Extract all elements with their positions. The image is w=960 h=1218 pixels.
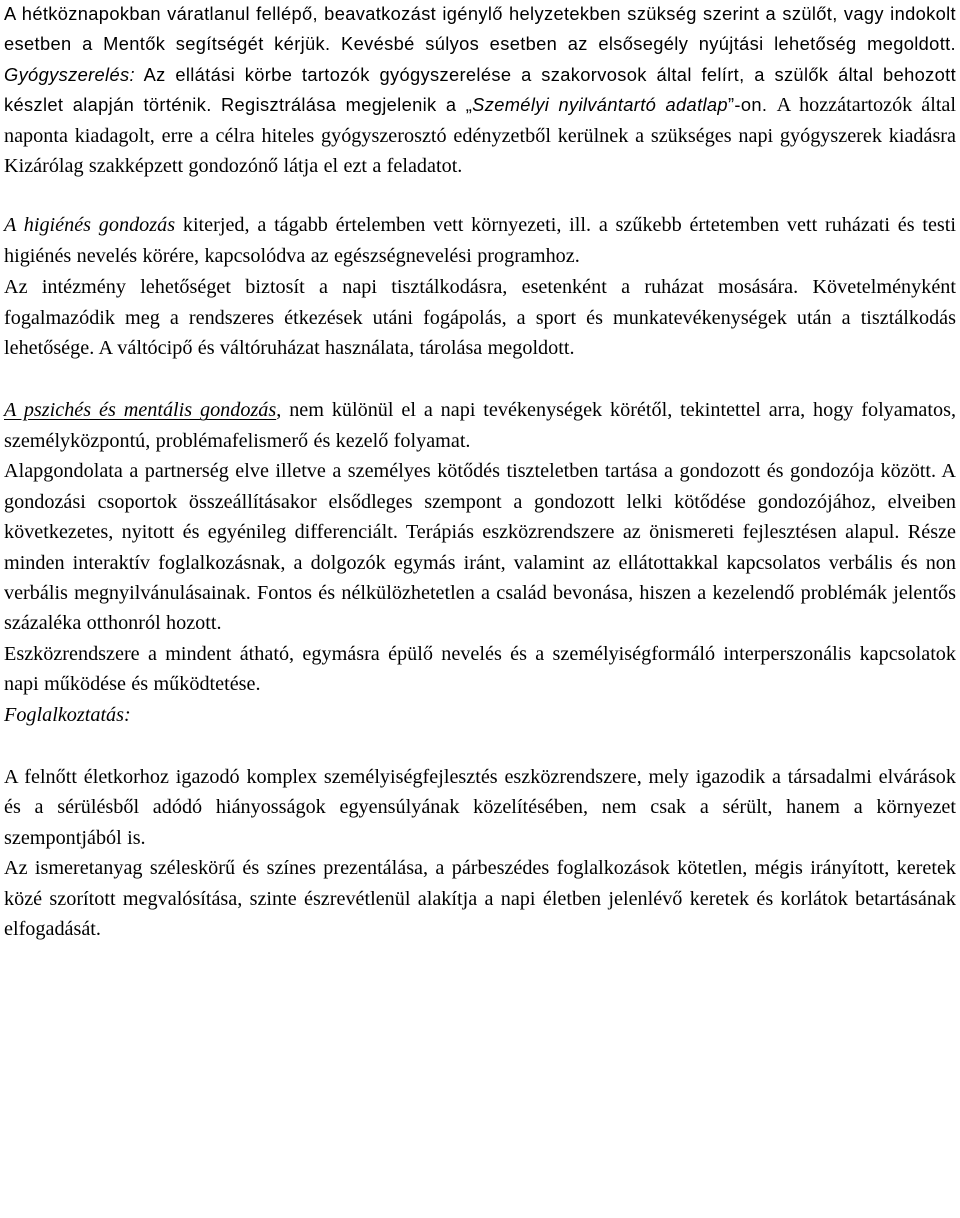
hygiene-text: kiterjed, a tágabb értelemben vett környezeti, ill. a szűkebb értetemben vett ruházati és testi higiénés nevelés körére, kapcsolódva az egészségnevelési programhoz. xyxy=(4,214,956,267)
record-sheet-title: Személyi nyilvántartó adatlap xyxy=(472,94,728,116)
paragraph-mental-care xyxy=(4,395,956,456)
knowledge-text: Az ismeretanyag széleskörű és színes prezentálása, a párbeszédes foglalkozások kötetlen, mégis irányított, keretek közé szorított megvalósítása, szinte észrevétlenül alakítja a napi életben jelenlévő keretek és korlátok betartásának elfogadását. xyxy=(4,857,956,940)
paragraph-tools xyxy=(4,639,956,700)
dispensing-text: A hozzátartozók által naponta kiadagolt, erre a célra hiteles gyógyszerosztó edényzetből kerülnek a szükséges napi gyógyszerek kiadásra Kizárólag szakképzett gondozónő látja el ezt a feladatot. xyxy=(4,94,956,178)
mental-care-text: , nem különül el a napi tevékenységek körétől, tekintettel arra, hogy folyamatos, személyközpontú, problémafelismerő és kezelő folyamat. xyxy=(4,399,957,452)
paragraph-development xyxy=(4,762,956,853)
paragraph-washing xyxy=(4,272,956,363)
paragraph-partnership xyxy=(4,456,956,638)
paragraph-hygiene xyxy=(4,210,956,271)
section-heading-employment: Foglalkoztatás: xyxy=(4,703,131,726)
tools-text: Eszközrendszere a mindent átható, egymásra épülő nevelés és a személyiségformáló interperszonális kapcsolatok napi működése és működtetése. xyxy=(4,642,956,696)
partnership-text: Alapgondolata a partnerség elve illetve a személyes kötődés tiszteletben tartása a gondozott és gondozója között. A gondozási csoportok összeállításakor elsődleges szempont a gondozott lelki kötődése gondozójához, elveiben következetes, nyitott és egyénileg differenciált. Terápiás eszközrendszere az önismereti fejlesztésen alapul. Része minden interaktív foglalkozásnak, a dolgozók egymás iránt, valamint az ellátottakkal kapcsolatos verbális és non verbális megnyilvánulásainak. Fontos és nélkülözhetetlen a család bevonása, hiszen a kezelendő problémák jelentős százaléka otthonról hozott. xyxy=(4,460,956,635)
mental-care-term: A pszichés és mentális gondozás xyxy=(4,399,277,422)
washing-text: Az intézmény lehetőséget biztosít a napi tisztálkodásra, esetenként a ruházat mosására. Követelményként fogalmazódik meg a rendszeres étkezések utáni fogápolás, a sport és munkatevékenységek után a tisztálkodás lehetősége. A váltócipő és váltóruházat használata, tárolása megoldott. xyxy=(4,276,956,360)
medication-label: Gyógyszerelés: xyxy=(4,63,135,85)
record-sheet-suffix: ”-on. xyxy=(727,94,777,116)
hygiene-term: A higiénés gondozás xyxy=(4,214,176,237)
medication-text: Az ellátási körbe tartozók gyógyszerelése a szakorvosok által felírt, a szülők által behozott készlet alapján történik. Regisztrálása megjelenik a „ xyxy=(4,63,956,116)
paragraph-knowledge xyxy=(4,853,956,944)
paragraph-medication xyxy=(4,0,956,181)
development-text: A felnőtt életkorhoz igazodó komplex személyiségfejlesztés eszközrendszere, mely igazodik a társadalmi elvárások és a sérülésből adódó hiányosságok egyensúlyának közelítésében, nem csak a sérült, hanem a környezet szempontjából is. xyxy=(4,765,956,849)
first-aid-text: A hétköznapokban váratlanul fellépő, beavatkozást igénylő helyzetekben szükség szerint a szülőt, vagy indokolt esetben a Mentők segítségét kérjük. Kevésbé súlyos esetben az elsősegély nyújtási lehetőség megoldott. xyxy=(4,3,956,55)
